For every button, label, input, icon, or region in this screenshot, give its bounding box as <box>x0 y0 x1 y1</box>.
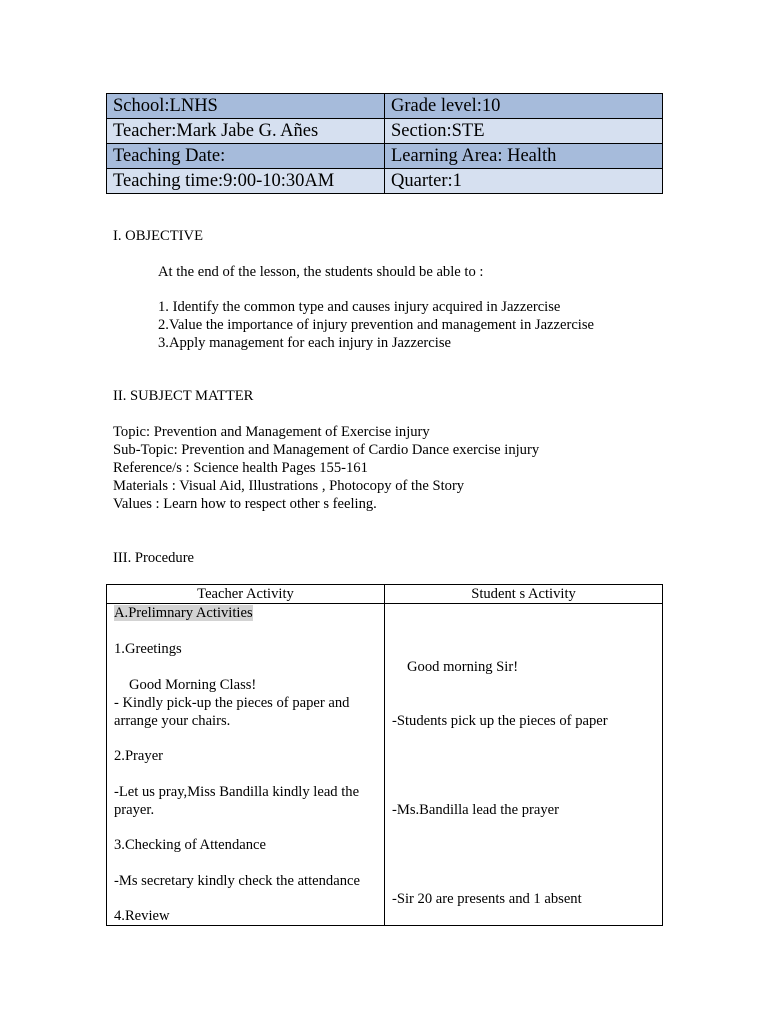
attendance-label: 3.Checking of Attendance <box>114 837 266 853</box>
preliminary-activities-label: A.Prelimnary Activities <box>114 605 253 621</box>
objective-item: 1. Identify the common type and causes injury acquired in Jazzercise <box>158 299 561 315</box>
teacher-instruction-text: - Kindly pick-up the pieces of paper and <box>114 695 350 711</box>
procedure-table <box>106 584 663 926</box>
teacher-activity-cell <box>107 604 385 926</box>
student-activity-cell <box>385 604 663 926</box>
school-cell: School:LNHS <box>107 94 385 119</box>
quarter-cell: Quarter:1 <box>385 169 663 194</box>
prayer-label: 2.Prayer <box>114 748 164 764</box>
student-activity-header: Student s Activity <box>385 585 663 604</box>
teacher-activity-header: Teacher Activity <box>107 585 385 604</box>
teacher-instruction-text: arrange your chairs. <box>114 713 231 729</box>
objective-item: 2.Value the importance of injury prevention and management in Jazzercise <box>158 317 595 333</box>
review-label: 4.Review <box>114 908 170 924</box>
objective-item: 3.Apply management for each injury in Jazzercise <box>158 335 451 351</box>
values-line: Values : Learn how to respect other s feeling. <box>113 496 377 512</box>
info-row <box>107 119 663 144</box>
objective-heading: I. OBJECTIVE <box>113 228 203 244</box>
info-row <box>107 144 663 169</box>
teacher-cell: Teacher:Mark Jabe G. Añes <box>107 119 385 144</box>
subtopic-line: Sub-Topic: Prevention and Management of Cardio Dance exercise injury <box>113 442 540 458</box>
info-row <box>107 169 663 194</box>
objective-intro: At the end of the lesson, the students should be able to : <box>158 264 484 280</box>
teacher-prayer-text: prayer. <box>114 802 155 818</box>
materials-line: Materials : Visual Aid, Illustrations , Photocopy of the Story <box>113 478 465 494</box>
section-cell: Section:STE <box>385 119 663 144</box>
teacher-attendance-text: -Ms secretary kindly check the attendance <box>114 873 360 889</box>
teaching-date-cell: Teaching Date: <box>107 144 385 169</box>
student-prayer-text: -Ms.Bandilla lead the prayer <box>392 802 559 818</box>
procedure-header-row <box>107 585 663 604</box>
learning-area-cell: Learning Area: Health <box>385 144 663 169</box>
info-row <box>107 94 663 119</box>
student-greeting-text: Good morning Sir! <box>407 659 519 675</box>
procedure-heading: III. Procedure <box>113 550 195 566</box>
greetings-label: 1.Greetings <box>114 641 182 657</box>
lesson-info-table <box>106 93 663 194</box>
grade-level-cell: Grade level:10 <box>385 94 663 119</box>
teaching-time-cell: Teaching time:9:00-10:30AM <box>107 169 385 194</box>
procedure-body-row <box>107 604 663 926</box>
subject-matter-heading: II. SUBJECT MATTER <box>113 388 254 404</box>
student-attendance-text: -Sir 20 are presents and 1 absent <box>392 891 582 907</box>
topic-line: Topic: Prevention and Management of Exercise injury <box>113 424 430 440</box>
teacher-prayer-text: -Let us pray,Miss Bandilla kindly lead the <box>114 784 360 800</box>
references-line: Reference/s : Science health Pages 155-161 <box>113 460 368 476</box>
student-pickup-text: -Students pick up the pieces of paper <box>392 713 608 729</box>
teacher-greeting-text: Good Morning Class! <box>129 677 257 693</box>
